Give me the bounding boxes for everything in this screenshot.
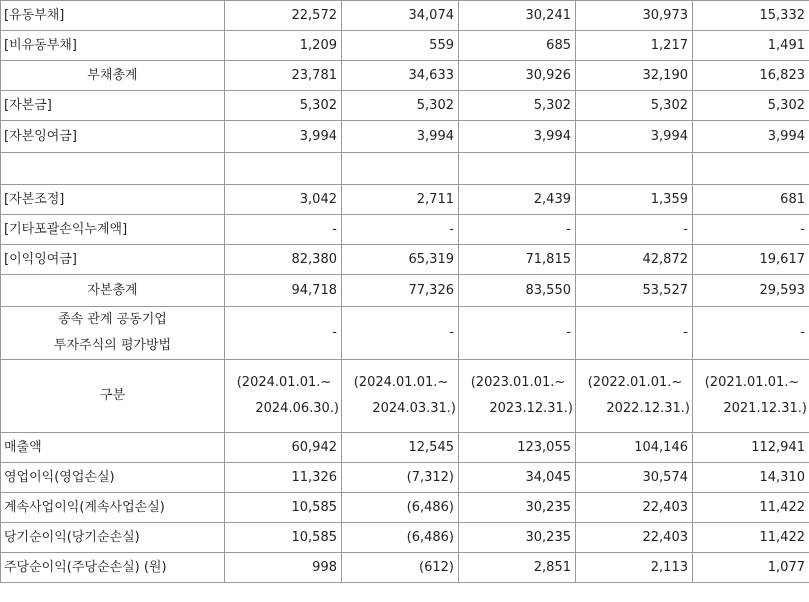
- table-cell: 42,872: [576, 245, 693, 275]
- period-end: 2024.06.30.): [255, 401, 339, 416]
- table-cell: -: [342, 307, 459, 360]
- table-cell: 82,380: [225, 245, 342, 275]
- period-start: (2022.01.01.~: [587, 375, 683, 390]
- table-cell: 30,241: [459, 1, 576, 31]
- income-section: [1, 433, 809, 583]
- row-label: 매출액: [1, 433, 225, 463]
- period-cell: [576, 360, 693, 433]
- table-cell: 71,815: [459, 245, 576, 275]
- table-cell: 30,235: [459, 493, 576, 523]
- table-cell: 2,113: [576, 553, 693, 583]
- table-row: [1, 553, 809, 583]
- table-cell: 2,851: [459, 553, 576, 583]
- table-cell: 23,781: [225, 61, 342, 91]
- row-label: [이익잉여금]: [1, 245, 225, 275]
- table-cell: 998: [225, 553, 342, 583]
- table-cell: 10,585: [225, 493, 342, 523]
- table-cell: -: [693, 307, 809, 360]
- row-label: [비유동부채]: [1, 31, 225, 61]
- table-cell: 104,146: [576, 433, 693, 463]
- table-cell: 12,545: [342, 433, 459, 463]
- table-cell: 5,302: [342, 91, 459, 121]
- table-cell: 5,302: [459, 91, 576, 121]
- table-cell: [459, 153, 576, 185]
- table-cell: 22,403: [576, 523, 693, 553]
- table-cell: 30,235: [459, 523, 576, 553]
- table-cell: 14,310: [693, 463, 809, 493]
- table-cell: -: [576, 307, 693, 360]
- table-cell: 112,941: [693, 433, 809, 463]
- table-cell: 22,403: [576, 493, 693, 523]
- table-cell: 34,074: [342, 1, 459, 31]
- table-row: [1, 121, 809, 153]
- table-cell: 5,302: [576, 91, 693, 121]
- table-cell: 30,926: [459, 61, 576, 91]
- table-cell: [693, 153, 809, 185]
- period-end: 2022.12.31.): [606, 401, 690, 416]
- table-cell: 65,319: [342, 245, 459, 275]
- equity-method-label-line1: 종속 관계 공동기업: [58, 312, 167, 327]
- table-row: [1, 275, 809, 307]
- table-cell: 77,326: [342, 275, 459, 307]
- table-cell: (6,486): [342, 523, 459, 553]
- period-header-row: [1, 360, 809, 433]
- period-start: (2021.01.01.~: [704, 375, 800, 390]
- period-cell: [693, 360, 809, 433]
- row-label: 부채총계: [1, 61, 225, 91]
- table-row: [1, 153, 809, 185]
- row-label: [1, 153, 225, 185]
- table-row: [1, 463, 809, 493]
- table-cell: (6,486): [342, 493, 459, 523]
- equity-method-section: [1, 307, 809, 433]
- period-end: 2021.12.31.): [723, 401, 807, 416]
- table-cell: 94,718: [225, 275, 342, 307]
- table-cell: 83,550: [459, 275, 576, 307]
- table-cell: 19,617: [693, 245, 809, 275]
- row-label: [기타포괄손익누계액]: [1, 215, 225, 245]
- table-cell: 5,302: [693, 91, 809, 121]
- row-label: 당기순이익(당기순손실): [1, 523, 225, 553]
- row-label: [자본금]: [1, 91, 225, 121]
- table-cell: 30,973: [576, 1, 693, 31]
- table-cell: 34,045: [459, 463, 576, 493]
- table-cell: 34,633: [342, 61, 459, 91]
- balance-section: [1, 1, 809, 307]
- table-cell: -: [459, 307, 576, 360]
- table-cell: 32,190: [576, 61, 693, 91]
- table-cell: (612): [342, 553, 459, 583]
- row-label: [자본잉여금]: [1, 121, 225, 153]
- table-cell: -: [576, 215, 693, 245]
- table-cell: 3,994: [342, 121, 459, 153]
- period-start: (2024.01.01.~: [353, 375, 449, 390]
- table-cell: 11,422: [693, 523, 809, 553]
- table-row: [1, 215, 809, 245]
- period-header-label: 구분: [1, 360, 225, 433]
- equity-method-label: [1, 307, 225, 360]
- period-start: (2024.01.01.~: [236, 375, 332, 390]
- table-cell: 1,209: [225, 31, 342, 61]
- row-label: 자본총계: [1, 275, 225, 307]
- table-cell: 3,042: [225, 185, 342, 215]
- table-row: [1, 493, 809, 523]
- table-cell: -: [225, 307, 342, 360]
- table-cell: 1,359: [576, 185, 693, 215]
- table-cell: 16,823: [693, 61, 809, 91]
- table-row: [1, 245, 809, 275]
- row-label: [자본조정]: [1, 185, 225, 215]
- row-label: [유동부채]: [1, 1, 225, 31]
- row-label: 영업이익(영업손실): [1, 463, 225, 493]
- table-cell: 3,994: [225, 121, 342, 153]
- period-end: 2024.03.31.): [372, 401, 456, 416]
- row-label: 주당순이익(주당순손실) (원): [1, 553, 225, 583]
- period-cell: [459, 360, 576, 433]
- table-cell: 53,527: [576, 275, 693, 307]
- table-row: [1, 307, 809, 360]
- table-cell: 1,491: [693, 31, 809, 61]
- table-cell: -: [693, 215, 809, 245]
- table-cell: 3,994: [693, 121, 809, 153]
- table-row: [1, 523, 809, 553]
- table-cell: 681: [693, 185, 809, 215]
- period-cell: [225, 360, 342, 433]
- table-cell: [576, 153, 693, 185]
- table-cell: 1,217: [576, 31, 693, 61]
- table-row: [1, 61, 809, 91]
- table-row: [1, 1, 809, 31]
- table-cell: -: [342, 215, 459, 245]
- table-cell: -: [225, 215, 342, 245]
- table-cell: 685: [459, 31, 576, 61]
- equity-method-label-line2: 투자주식의 평가방법: [53, 338, 172, 353]
- table-cell: -: [459, 215, 576, 245]
- table-cell: 29,593: [693, 275, 809, 307]
- row-label: 계속사업이익(계속사업손실): [1, 493, 225, 523]
- table-cell: 5,302: [225, 91, 342, 121]
- table-row: [1, 31, 809, 61]
- table-row: [1, 91, 809, 121]
- table-cell: [342, 153, 459, 185]
- table-cell: 2,711: [342, 185, 459, 215]
- table-cell: 123,055: [459, 433, 576, 463]
- table-cell: 30,574: [576, 463, 693, 493]
- table-cell: 15,332: [693, 1, 809, 31]
- table-cell: 2,439: [459, 185, 576, 215]
- table-cell: [225, 153, 342, 185]
- period-start: (2023.01.01.~: [470, 375, 566, 390]
- period-cell: [342, 360, 459, 433]
- table-cell: 3,994: [459, 121, 576, 153]
- period-end: 2023.12.31.): [489, 401, 573, 416]
- table-row: [1, 185, 809, 215]
- table-cell: 559: [342, 31, 459, 61]
- table-cell: 11,326: [225, 463, 342, 493]
- table-cell: 3,994: [576, 121, 693, 153]
- table-row: [1, 433, 809, 463]
- table-cell: 1,077: [693, 553, 809, 583]
- table-cell: (7,312): [342, 463, 459, 493]
- table-cell: 22,572: [225, 1, 342, 31]
- table-cell: 11,422: [693, 493, 809, 523]
- table-cell: 10,585: [225, 523, 342, 553]
- table-cell: 60,942: [225, 433, 342, 463]
